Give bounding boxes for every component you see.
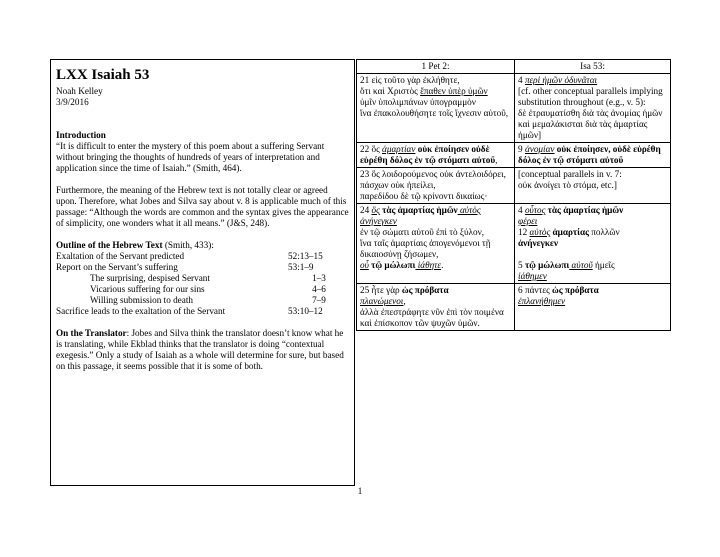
table-row	[357, 168, 671, 204]
outline-heading	[56, 240, 350, 251]
introduction-heading: Introduction	[56, 130, 106, 140]
cell-isa-v6: 6 πάντες ὡς πρόβατα ἐπλανήθημεν	[515, 284, 671, 331]
author-name: Noah Kelley	[56, 86, 103, 96]
table-header-row	[357, 60, 671, 74]
introduction-paragraph-2: Furthermore, the meaning of the Hebrew text is not totally clear or agreed upon. Therefore, what Jobes and Silva say about v. 8 is applicable much of this passage: “Although the words are common and the syntax gives the appearance of simplicity, one wonders what it all means.” (J&S, 248).	[56, 185, 349, 228]
table-row	[357, 204, 671, 284]
table-row	[357, 284, 671, 331]
cell-1pet-v25: 25 ἦτε γὰρ ὡς πρόβατα πλανώμενοι, ἀλλὰ ἐπεστράφητε νῦν ἐπὶ τὸν ποιμένα καὶ ἐπίσκοπον τῶν ψυχῶν ὑμῶν.	[357, 284, 515, 331]
table-row	[357, 74, 671, 143]
cell-isa-v4: 4 περὶ ἡμῶν ὀδυνᾶται [cf. other conceptual parallels implying substitution throughout (e.g., v. 5): δὲ ἐτραυματίσθη διὰ τὰς ἀνομίας ἡμῶν καὶ μεμαλάκισται διὰ τὰς ἁμαρτίας ἡμῶν]	[515, 74, 671, 143]
introduction-paragraph-1: “It is difficult to enter the mystery of this poem about a suffering Servant without bringing the thoughts of hundreds of years of interpretation and application since the time of Isaiah.” (Smith, 464).	[56, 141, 325, 173]
cell-1pet-v24: 24 ὃς τὰς ἁμαρτίας ἡμῶν αὐτὸς ἀνήνεγκεν ἐν τῷ σώματι αὐτοῦ ἐπὶ τὸ ξύλον, ἵνα ταῖς ἁμαρτίαις ἀπογενόμενοι τῇ δικαιοσύνῃ ζήσωμεν, οὗ τῷ μώλωπι ἰάθητε.	[357, 204, 515, 284]
page-number: 1	[357, 486, 363, 496]
col-header-isaiah: Isa 53:	[515, 60, 671, 74]
cell-1pet-v22: 22 ὃς ἁμαρτίαν οὐκ ἐποίησεν οὐδὲ εὑρέθη δόλος ἐν τῷ στόματι αὐτοῦ,	[357, 143, 515, 168]
parallel-text-table	[356, 59, 671, 331]
document-date: 3/9/2016	[56, 97, 89, 107]
outline-item: Exaltation of the Servant predicted 52:13–15	[56, 251, 323, 261]
outline-subitem: The surprising, despised Servant 1–3	[90, 273, 326, 283]
translator-heading: On the Translator	[56, 328, 127, 338]
table-row	[357, 143, 671, 168]
cell-isa-v4-12-5: 4 οὗτος τὰς ἁμαρτίας ἡμῶν φέρει 12 αὐτὸς ἁμαρτίας πολλῶν ἀνήνεγκεν 5 τῷ μώλωπι αὐτοῦ ἡμεῖς ἰάθημεν	[515, 204, 671, 284]
cell-1pet-v21: 21 εἰς τοῦτο γὰρ ἐκλήθητε, ὅτι καὶ Χριστὸς ἔπαθεν ὑπὲρ ὑμῶν ὑμῖν ὑπολιμπάνων ὑπογραμμὸν ἵνα ἐπακολουθήσητε τοῖς ἴχνεσιν αὐτοῦ,	[357, 74, 515, 143]
document-title: LXX Isaiah 53	[56, 67, 150, 83]
notes-panel	[50, 59, 355, 486]
outline-subitem: Willing submission to death 7–9	[90, 295, 326, 305]
col-header-1pet: 1 Pet 2:	[357, 60, 515, 74]
translator-text: : Jobes and Silva think the translator doesn’t know what he is translating, while Ekblad thinks that the translator is doing “contextual exegesis.” Only a study of Isaiah as a whole will determine for sure, but based on this passage, it seems possible that it is some of both.	[56, 328, 344, 371]
outline-heading-label: Outline of the Hebrew Text	[56, 240, 163, 250]
translator-paragraph	[56, 328, 350, 372]
outline-item: Report on the Servant’s suffering 53:1–9	[56, 262, 314, 272]
outline-item: Sacrifice leads to the exaltation of the Servant 53:10–12	[56, 306, 323, 316]
outline-subitem: Vicarious suffering for our sins 4–6	[90, 284, 326, 294]
cell-isa-v9: 9 ἀνομίαν οὐκ ἐποίησεν, οὐδὲ εὑρέθη δόλος ἐν τῷ στόματι αὐτοῦ	[515, 143, 671, 168]
cell-isa-v7: [conceptual parallels in v. 7: οὐκ ἀνοίγει τὸ στόμα, etc.]	[515, 168, 671, 204]
outline-heading-source: (Smith, 433):	[162, 240, 214, 250]
cell-1pet-v23: 23 ὃς λοιδορούμενος οὐκ ἀντελοιδόρει, πάσχων οὐκ ἠπείλει, παρεδίδου δὲ τῷ κρίνοντι δικαίως·	[357, 168, 515, 204]
